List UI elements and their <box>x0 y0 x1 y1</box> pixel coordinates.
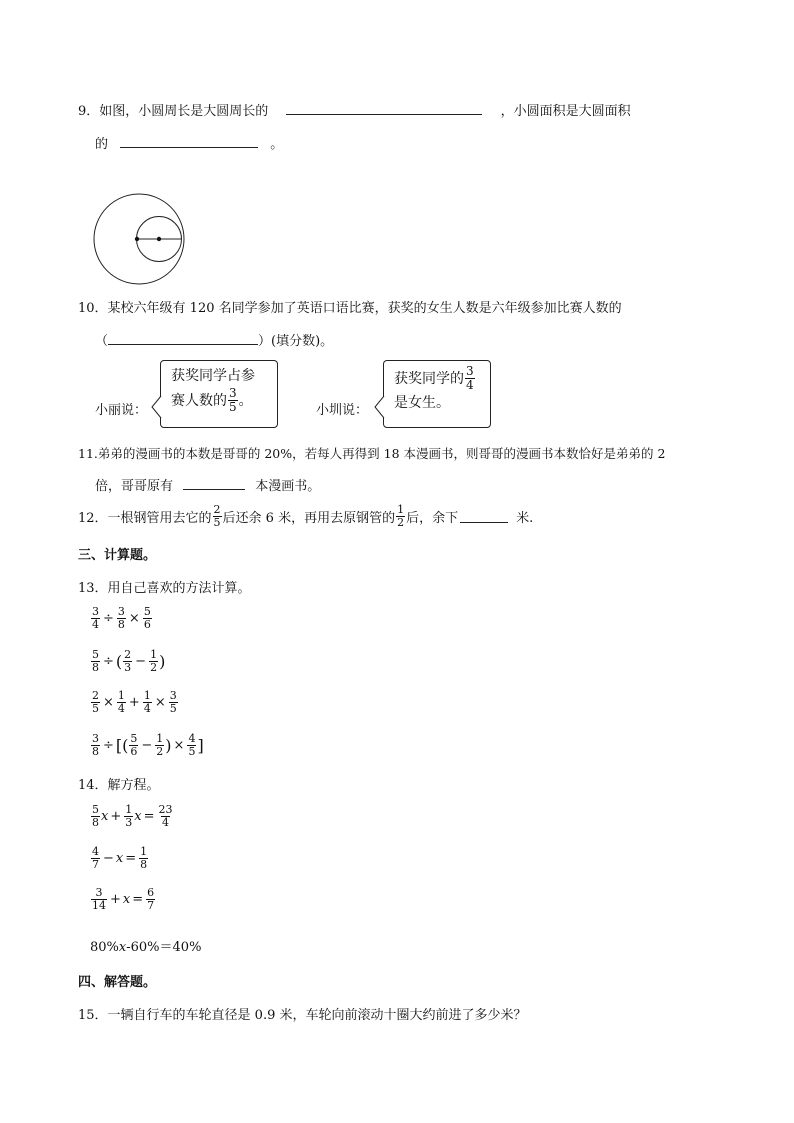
q9-line1: 9．如图，小圆周长是大圆周长的 ，小圆面积是大圆面积 <box>78 100 631 122</box>
xiaozhen-speaker: 小圳说： <box>316 403 369 418</box>
q13-expression-3: $\frac{2}{5}$ × $\frac{1}{4}$ + $\frac{1}{4}$ × $\frac{3}{5}$ <box>92 689 177 715</box>
q12-fraction-2: $\frac{1}{2}$ <box>397 503 405 529</box>
center-dot-small <box>157 237 161 241</box>
xiaoli-speaker: 小丽说： <box>95 403 148 418</box>
q15-line: 15．一辆自行车的车轮直径是 0.9 米，车轮向前滚动十圈大约前进了多少米？ <box>78 1008 527 1023</box>
xiaoli-bubble: 获奖同学占参 赛人数的 $\frac{3}{5}$ 。 <box>160 360 278 428</box>
section-4-heading: 四、解答题。 <box>78 975 157 990</box>
q9-blank1[interactable] <box>286 100 482 115</box>
q13-expression-2: $\frac{5}{8}$ ÷ ( $\frac{2}{3}$ − $\frac{1}{2}$ ) <box>92 648 166 674</box>
q9-blank2[interactable] <box>120 133 258 148</box>
circles-figure <box>92 190 192 290</box>
q10-line2: （ ）(填分数)。 <box>95 330 333 352</box>
q14-equation-4: 80%x-60%＝40% <box>90 940 202 955</box>
q14-equation-3: $\frac{3}{14}$ + x = $\frac{6}{7}$ <box>92 886 155 912</box>
section-3-heading: 三、计算题。 <box>78 548 157 563</box>
xiaozhen-fraction: $\frac{3}{4}$ <box>466 364 474 392</box>
q12-blank[interactable] <box>460 510 508 523</box>
q11-line2: 倍，哥哥原有 本漫画书。 <box>95 475 320 497</box>
q11-line1: 11.弟弟的漫画书的本数是哥哥的 20%，若每人再得到 18 本漫画书，则哥哥的漫画书本数恰好是弟弟的 2 <box>78 446 666 461</box>
q13-title: 13．用自己喜欢的方法计算。 <box>78 581 251 596</box>
xiaoli-pointer <box>150 395 164 419</box>
q9-line2: 的 。 <box>95 133 283 155</box>
center-dot-big <box>135 237 139 241</box>
q10-line1: 10．某校六年级有 120 名同学参加了英语口语比赛，获奖的女生人数是六年级参加比赛人数的 <box>78 301 622 316</box>
q14-equation-2: $\frac{4}{7}$ − x = $\frac{1}{8}$ <box>92 845 148 871</box>
xiaoli-fraction: $\frac{3}{5}$ <box>229 386 237 414</box>
xiaozhen-pointer <box>373 395 387 419</box>
q10-blank[interactable] <box>108 330 258 345</box>
q11-blank[interactable] <box>183 475 245 490</box>
q13-expression-4: $\frac{3}{8}$ ÷ [( $\frac{5}{6}$ − $\frac{1}{2}$ ) × $\frac{4}{5}$ ] <box>92 732 204 758</box>
q13-expression-1: $\frac{3}{4}$ ÷ $\frac{3}{8}$ × $\frac{5}{6}$ <box>92 605 151 631</box>
q14-equation-1: $\frac{5}{8}$ x + $\frac{1}{3}$ x = $\frac{23}{4}$ <box>92 803 173 829</box>
xiaozhen-bubble: 获奖同学的 $\frac{3}{4}$ 是女生。 <box>383 360 491 428</box>
q12-fraction-1: $\frac{2}{5}$ <box>213 503 221 529</box>
q12-line: 12．一根钢管用去它的 $\frac{2}{5}$ 后还余 6 米，再用去原钢管的 $\frac{1}{2}$ 后，余下 米. <box>78 503 534 529</box>
q14-title: 14．解方程。 <box>78 778 160 793</box>
